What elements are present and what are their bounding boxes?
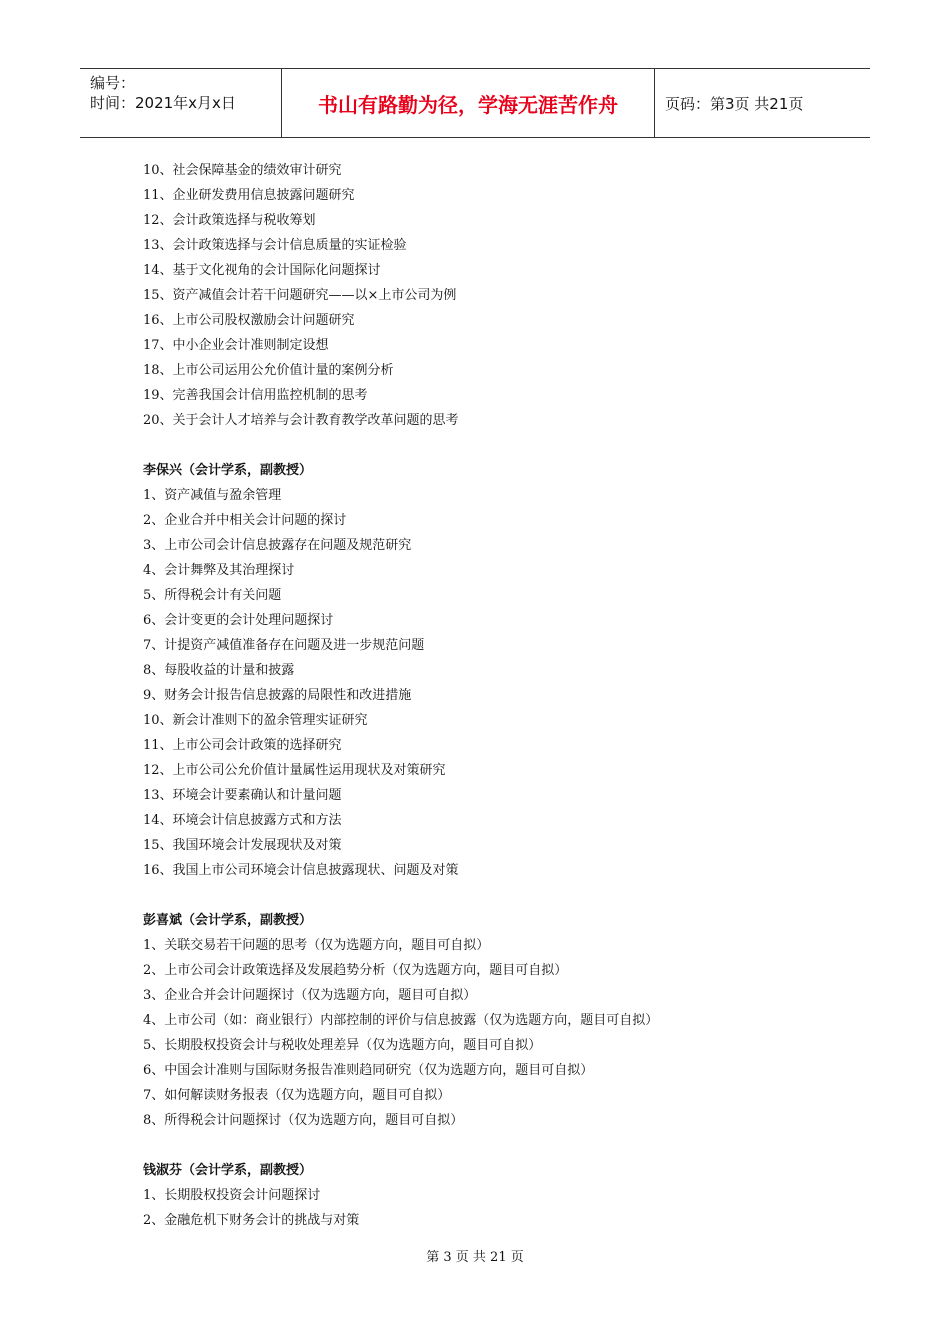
list-item: 1、资产减值与盈余管理 (143, 488, 282, 503)
list-item: 20、关于会计人才培养与会计教育教学改革问题的思考 (143, 413, 459, 428)
list-item: 14、基于文化视角的会计国际化问题探讨 (143, 263, 381, 278)
list-item: 15、我国环境会计发展现状及对策 (143, 838, 342, 853)
topic-list-qian (143, 1183, 863, 1233)
header-page-info: 页码：第3页 共21页 (665, 94, 804, 113)
topic-list-li (143, 483, 863, 883)
section-title-li: 李保兴（会计学系，副教授） (143, 463, 313, 478)
section-title-peng: 彭喜斌（会计学系，副教授） (143, 913, 313, 928)
header-motto: 书山有路勤为径，学海无涯苦作舟 (282, 69, 655, 137)
list-item: 1、长期股权投资会计问题探讨 (143, 1188, 321, 1203)
list-item: 2、上市公司会计政策选择及发展趋势分析（仅为选题方向，题目可自拟） (143, 963, 568, 978)
list-item: 15、资产减值会计若干问题研究——以×上市公司为例 (143, 288, 457, 303)
list-item: 3、上市公司会计信息披露存在问题及规范研究 (143, 538, 412, 553)
list-item: 1、关联交易若干问题的思考（仅为选题方向，题目可自拟） (143, 938, 490, 953)
list-item: 8、每股收益的计量和披露 (143, 663, 295, 678)
list-item: 16、我国上市公司环境会计信息披露现状、问题及对策 (143, 863, 459, 878)
list-item: 7、如何解读财务报表（仅为选题方向，题目可自拟） (143, 1088, 451, 1103)
number-label: 编号： (90, 74, 136, 92)
list-item: 11、上市公司会计政策的选择研究 (143, 738, 342, 753)
section-title-qian: 钱淑芬（会计学系，副教授） (143, 1163, 313, 1178)
document-body (143, 158, 863, 1233)
list-item: 5、所得税会计有关问题 (143, 588, 282, 603)
list-item: 2、金融危机下财务会计的挑战与对策 (143, 1213, 360, 1228)
list-item: 2、企业合并中相关会计问题的探讨 (143, 513, 347, 528)
list-item: 19、完善我国会计信用监控机制的思考 (143, 388, 368, 403)
list-item: 5、长期股权投资会计与税收处理差异（仅为选题方向，题目可自拟） (143, 1038, 542, 1053)
page-footer: 第 3 页 共 21 页 (426, 1250, 524, 1265)
time-label: 时间：2021年x月x日 (90, 94, 236, 112)
topic-list-top (143, 158, 863, 433)
list-item: 6、中国会计准则与国际财务报告准则趋同研究（仅为选题方向，题目可自拟） (143, 1063, 594, 1078)
list-item: 4、会计舞弊及其治理探讨 (143, 563, 295, 578)
list-item: 6、会计变更的会计处理问题探讨 (143, 613, 334, 628)
list-item: 7、计提资产减值准备存在问题及进一步规范问题 (143, 638, 425, 653)
list-item: 14、环境会计信息披露方式和方法 (143, 813, 342, 828)
list-item: 18、上市公司运用公允价值计量的案例分析 (143, 363, 394, 378)
list-item: 10、新会计准则下的盈余管理实证研究 (143, 713, 368, 728)
list-item: 9、财务会计报告信息披露的局限性和改进措施 (143, 688, 412, 703)
list-item: 12、会计政策选择与税收筹划 (143, 213, 316, 228)
list-item: 13、会计政策选择与会计信息质量的实证检验 (143, 238, 407, 253)
list-item: 4、上市公司（如：商业银行）内部控制的评价与信息披露（仅为选题方向，题目可自拟） (143, 1013, 659, 1028)
list-item: 12、上市公司公允价值计量属性运用现状及对策研究 (143, 763, 446, 778)
list-item: 11、企业研发费用信息披露问题研究 (143, 188, 355, 203)
list-item: 3、企业合并会计问题探讨（仅为选题方向，题目可自拟） (143, 988, 477, 1003)
topic-list-peng (143, 933, 863, 1133)
list-item: 13、环境会计要素确认和计量问题 (143, 788, 342, 803)
list-item: 17、中小企业会计准则制定设想 (143, 338, 329, 353)
page-header (80, 68, 870, 138)
header-meta (80, 69, 282, 137)
list-item: 10、社会保障基金的绩效审计研究 (143, 163, 342, 178)
list-item: 8、所得税会计问题探讨（仅为选题方向，题目可自拟） (143, 1113, 464, 1128)
list-item: 16、上市公司股权激励会计问题研究 (143, 313, 355, 328)
